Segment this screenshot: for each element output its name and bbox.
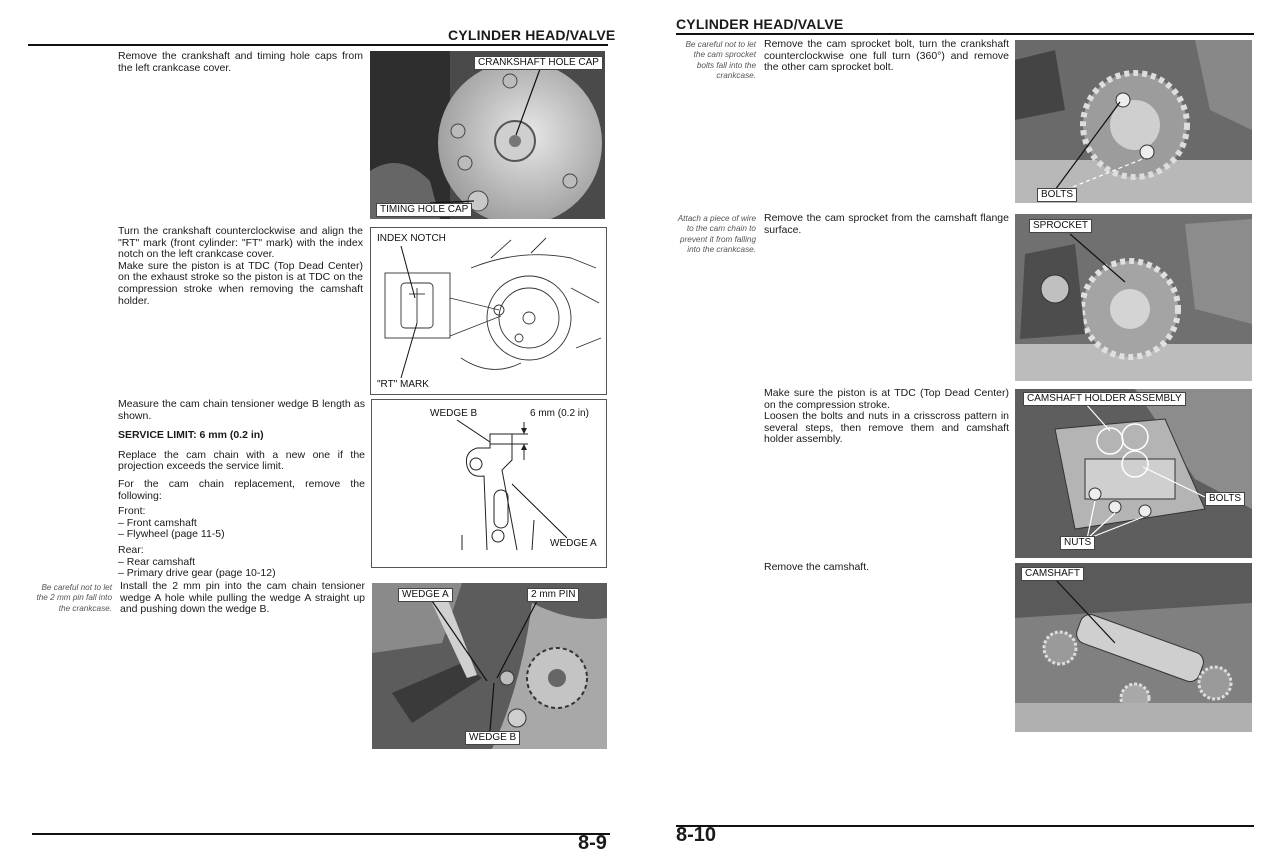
rear-item: – Rear camshaft <box>118 555 196 568</box>
rear-title: Rear: <box>118 543 144 556</box>
left-footer-rule <box>32 833 610 835</box>
bolts-side-note: Be careful not to let the cam sprocket bolts fall into the crankcase. <box>685 40 756 81</box>
wedge-a-label: WEDGE A <box>550 538 597 549</box>
pin-side-note: Be careful not to let the 2 mm pin fall into the crankcase. <box>36 583 112 613</box>
left-page-header: CYLINDER HEAD/VALVE <box>448 27 616 43</box>
dimension-label: 6 mm (0.2 in) <box>530 408 589 419</box>
left-page-number: 8-9 <box>578 832 607 854</box>
index-notch-label: INDEX NOTCH <box>377 233 446 244</box>
crankshaft-hole-cap-label: CRANKSHAFT HOLE CAP <box>474 56 603 70</box>
wedge-b-label: WEDGE B <box>430 408 478 419</box>
replace-text: Replace the cam chain with a new one if the projection exceeds the service limit. <box>118 448 365 473</box>
right-header-rule <box>676 33 1254 35</box>
replacement-text: For the cam chain replacement, remove the following: <box>118 477 365 502</box>
tdc-text: Make sure the piston is at TDC (Top Dead Center) on the compression stroke. <box>764 387 1009 411</box>
rear-item: – Primary drive gear (page 10-12) <box>118 567 276 580</box>
step-install-pin: Install the 2 mm pin into the cam chain tensioner wedge A hole while pulling the wedge A straight up and pushing down the wedge B. <box>120 580 365 616</box>
right-page-header: CYLINDER HEAD/VALVE <box>676 16 844 32</box>
nuts-label: NUTS <box>1060 536 1095 550</box>
sprocket-label: SPROCKET <box>1029 219 1092 233</box>
service-limit: SERVICE LIMIT: 6 mm (0.2 in) <box>118 429 264 442</box>
holder-bolts-label: BOLTS <box>1205 492 1245 506</box>
step-remove-camshaft: Remove the camshaft. <box>764 561 870 573</box>
timing-hole-cap-label: TIMING HOLE CAP <box>376 203 472 217</box>
cam-sprocket-photo <box>1015 214 1252 381</box>
front-item: – Front camshaft <box>118 516 197 529</box>
crankcase-cover-photo <box>370 51 605 219</box>
measure-text: Measure the cam chain tensioner wedge B length as shown. <box>118 398 365 422</box>
align-text-2: Make sure the piston is at TDC (Top Dead Center) on the exhaust stroke so the piston is at TDC on the compression stroke when removing the camshaft holder. <box>118 259 363 307</box>
right-footer-rule <box>676 825 1254 827</box>
wedge-pin-photo <box>372 583 607 749</box>
right-page-number: 8-10 <box>676 824 717 846</box>
camshaft-holder-photo <box>1015 389 1252 558</box>
photo-wedge-a-label: WEDGE A <box>398 588 453 602</box>
step-align-mark <box>118 226 363 307</box>
step-remove-caps: Remove the crankshaft and timing hole caps from the left crankcase cover. <box>118 50 363 74</box>
photo-wedge-b-label: WEDGE B <box>465 731 520 745</box>
loosen-text: Loosen the bolts and nuts in a crisscross pattern in several steps, then remove them and camshaft holder assembly. <box>764 410 1009 446</box>
wedge-measure-figure <box>371 399 607 568</box>
step-remove-bolt: Remove the cam sprocket bolt, turn the crankshaft counterclockwise one full turn (360°) and remove the other cam sprocket bolt. <box>764 38 1009 74</box>
index-notch-figure <box>370 227 607 395</box>
bolts-label: BOLTS <box>1037 188 1077 202</box>
front-title: Front: <box>118 505 146 518</box>
camshaft-label: CAMSHAFT <box>1021 567 1084 581</box>
camshaft-photo <box>1015 563 1252 732</box>
step-loosen-holder <box>764 388 1009 446</box>
step-measure-wedge <box>118 399 365 580</box>
wire-side-note: Attach a piece of wire to the cam chain to prevent it from falling into the crankcase. <box>677 214 756 255</box>
left-header-rule <box>28 44 608 46</box>
photo-pin-label: 2 mm PIN <box>527 588 579 602</box>
step-remove-sprocket: Remove the cam sprocket from the camshaft flange surface. <box>764 212 1009 236</box>
rt-mark-label: "RT" MARK <box>377 379 429 390</box>
align-text-1: Turn the crankshaft counterclockwise and align the "RT" mark (front cylinder: "FT" mark) with the index notch on the left crankcase cover. <box>118 225 363 261</box>
front-item: – Flywheel (page 11-5) <box>118 528 225 541</box>
cam-sprocket-bolts-photo <box>1015 40 1252 203</box>
holder-assembly-label: CAMSHAFT HOLDER ASSEMBLY <box>1023 392 1186 406</box>
